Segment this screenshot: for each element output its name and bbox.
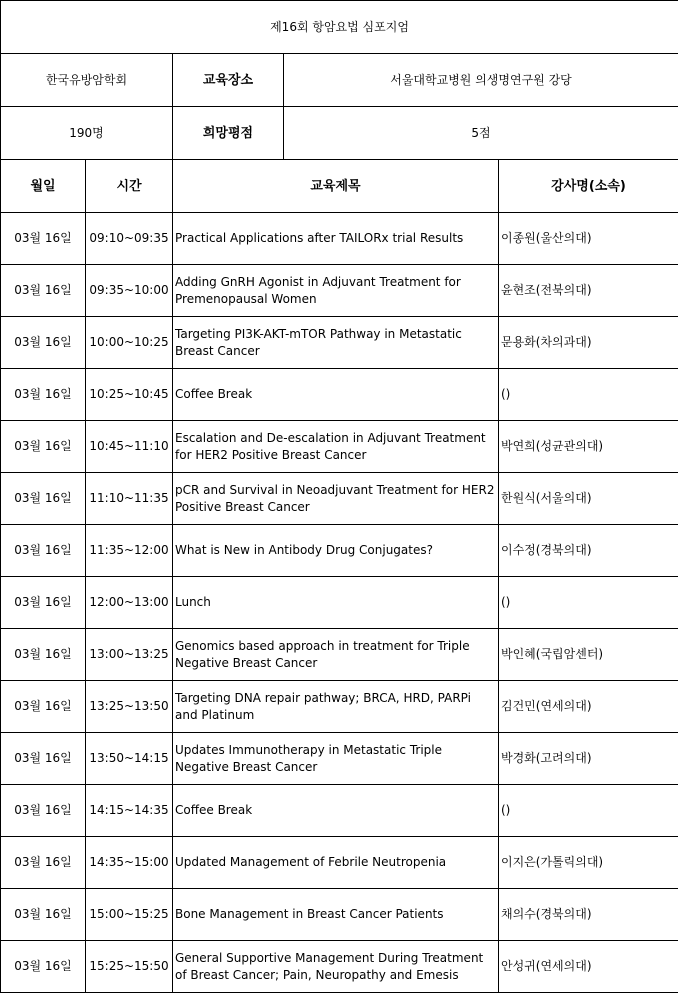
col-header-date: 월일 — [1, 160, 86, 213]
col-header-topic: 교육제목 — [173, 160, 499, 213]
schedule-row — [1, 577, 678, 629]
row-date: 03월 16일 — [1, 525, 86, 577]
header-inner-row — [173, 107, 678, 159]
schedule-row — [1, 213, 678, 265]
row-time: 15:00~15:25 — [86, 889, 173, 941]
schedule-row — [1, 681, 678, 733]
row-topic: Targeting PI3K-AKT-mTOR Pathway in Metastatic Breast Cancer — [173, 317, 499, 369]
header-inner-row — [173, 54, 678, 106]
row-date: 03월 16일 — [1, 317, 86, 369]
row-topic: Lunch — [173, 577, 499, 629]
row-time: 10:25~10:45 — [86, 369, 173, 421]
row-topic: pCR and Survival in Neoadjuvant Treatment for HER2 Positive Breast Cancer — [173, 473, 499, 525]
row-speaker: 이지은(가톨릭의대) — [499, 837, 678, 889]
row-time: 10:00~10:25 — [86, 317, 173, 369]
row-time: 12:00~13:00 — [86, 577, 173, 629]
row-time: 14:35~15:00 — [86, 837, 173, 889]
row-date: 03월 16일 — [1, 681, 86, 733]
row-topic: Updated Management of Febrile Neutropenia — [173, 837, 499, 889]
row-date: 03월 16일 — [1, 265, 86, 317]
points-cell — [173, 107, 678, 160]
row-time: 11:35~12:00 — [86, 525, 173, 577]
row-topic: Practical Applications after TAILORx trial Results — [173, 213, 499, 265]
schedule-row — [1, 889, 678, 941]
row-speaker: 박연희(성균관의대) — [499, 421, 678, 473]
row-date: 03월 16일 — [1, 421, 86, 473]
col-header-speaker: 강사명(소속) — [499, 160, 678, 213]
schedule-row — [1, 265, 678, 317]
row-time: 09:35~10:00 — [86, 265, 173, 317]
col-header-time: 시간 — [86, 160, 173, 213]
row-topic: Coffee Break — [173, 785, 499, 837]
row-speaker: 윤현조(전북의대) — [499, 265, 678, 317]
row-topic: General Supportive Management During Treatment of Breast Cancer; Pain, Neuropathy and Emesis — [173, 941, 499, 993]
row-date: 03월 16일 — [1, 577, 86, 629]
row-topic: Bone Management in Breast Cancer Patients — [173, 889, 499, 941]
row-date: 03월 16일 — [1, 941, 86, 993]
row-time: 09:10~09:35 — [86, 213, 173, 265]
row-date: 03월 16일 — [1, 837, 86, 889]
column-header-row — [1, 160, 678, 213]
schedule-row — [1, 629, 678, 681]
schedule-row — [1, 421, 678, 473]
row-date: 03월 16일 — [1, 473, 86, 525]
row-topic: Escalation and De-escalation in Adjuvant Treatment for HER2 Positive Breast Cancer — [173, 421, 499, 473]
row-topic: Genomics based approach in treatment for Triple Negative Breast Cancer — [173, 629, 499, 681]
schedule-row — [1, 369, 678, 421]
row-speaker: 이수정(경북의대) — [499, 525, 678, 577]
row-speaker: () — [499, 369, 678, 421]
header-inner-table — [173, 107, 678, 159]
schedule-row — [1, 785, 678, 837]
row-time: 10:45~11:10 — [86, 421, 173, 473]
venue-label: 교육장소 — [173, 54, 284, 106]
points-row — [1, 107, 678, 160]
row-speaker: 박경화(고려의대) — [499, 733, 678, 785]
row-speaker: () — [499, 785, 678, 837]
venue-cell — [173, 54, 678, 107]
row-time: 13:00~13:25 — [86, 629, 173, 681]
row-speaker: 문용화(차의과대) — [499, 317, 678, 369]
header-inner-table — [173, 54, 678, 106]
venue-value: 서울대학교병원 의생명연구원 강당 — [390, 72, 572, 87]
row-date: 03월 16일 — [1, 213, 86, 265]
row-time: 13:50~14:15 — [86, 733, 173, 785]
row-date: 03월 16일 — [1, 889, 86, 941]
schedule-row — [1, 733, 678, 785]
points-label: 희망평점 — [173, 107, 284, 159]
row-speaker: 박인혜(국립암센터) — [499, 629, 678, 681]
title-row — [1, 1, 678, 54]
row-topic: Coffee Break — [173, 369, 499, 421]
row-speaker: 안성귀(연세의대) — [499, 941, 678, 993]
row-speaker: 채의수(경북의대) — [499, 889, 678, 941]
event-title: 제16회 항암요법 심포지엄 — [1, 1, 678, 54]
schedule-row — [1, 837, 678, 889]
row-speaker: 한원식(서울의대) — [499, 473, 678, 525]
organizer: 한국유방암학회 — [1, 54, 173, 107]
row-time: 13:25~13:50 — [86, 681, 173, 733]
row-topic: What is New in Antibody Drug Conjugates? — [173, 525, 499, 577]
row-time: 11:10~11:35 — [86, 473, 173, 525]
row-date: 03월 16일 — [1, 785, 86, 837]
schedule-row — [1, 941, 678, 993]
venue-row — [1, 54, 678, 107]
schedule-row — [1, 473, 678, 525]
points-value: 5점 — [471, 125, 491, 140]
row-date: 03월 16일 — [1, 629, 86, 681]
row-date: 03월 16일 — [1, 369, 86, 421]
row-speaker: () — [499, 577, 678, 629]
schedule-row — [1, 317, 678, 369]
row-date: 03월 16일 — [1, 733, 86, 785]
row-time: 15:25~15:50 — [86, 941, 173, 993]
row-time: 14:15~14:35 — [86, 785, 173, 837]
row-topic: Targeting DNA repair pathway; BRCA, HRD, PARPi and Platinum — [173, 681, 499, 733]
row-topic: Adding GnRH Agonist in Adjuvant Treatment for Premenopausal Women — [173, 265, 499, 317]
row-speaker: 이종원(울산의대) — [499, 213, 678, 265]
row-speaker: 김건민(연세의대) — [499, 681, 678, 733]
capacity: 190명 — [1, 107, 173, 160]
schedule-row — [1, 525, 678, 577]
row-topic: Updates Immunotherapy in Metastatic Triple Negative Breast Cancer — [173, 733, 499, 785]
